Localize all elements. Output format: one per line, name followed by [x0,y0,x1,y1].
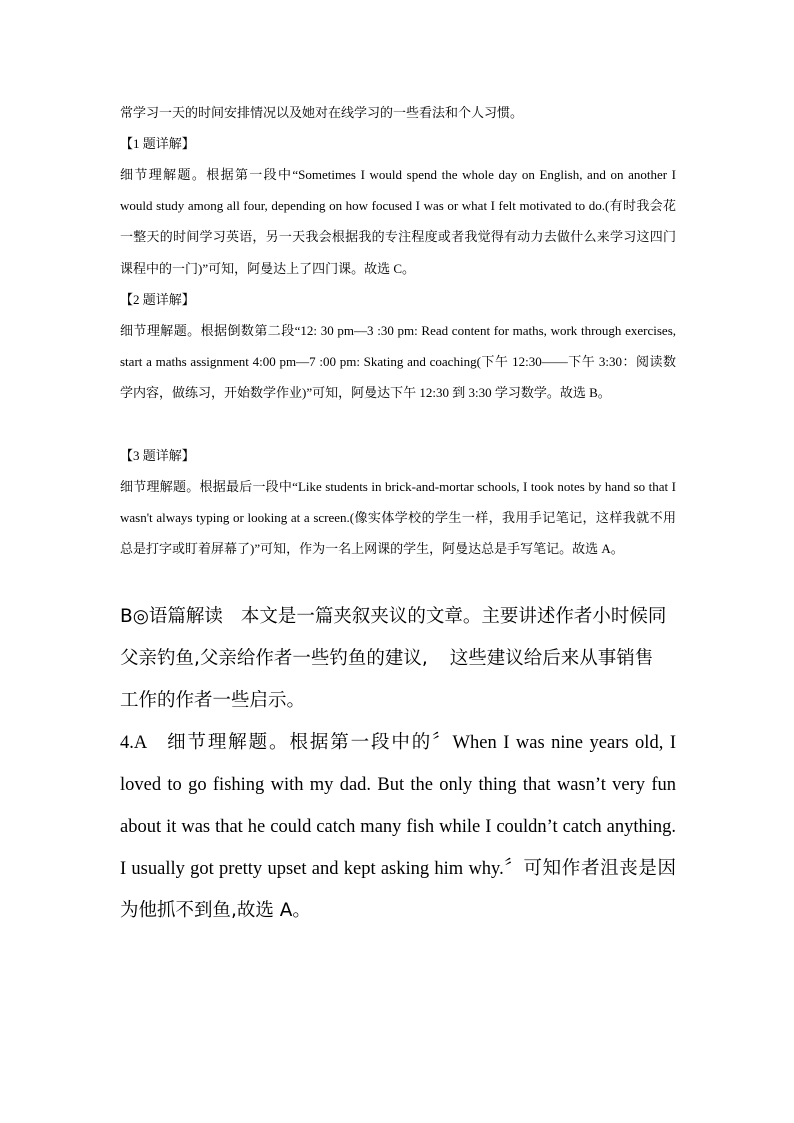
q4-explanation [120,722,676,932]
q4-quote: 〞When I was nine years old, I loved to go fishing with my dad. But the only thing that wasn’t very fun about it was that he could catch many fish while I couldn’t catch anything. I usually got pretty upset and kept asking him why.〞 [120,733,676,879]
passage-b-summary [120,596,676,722]
q4-number: 4.A [120,733,148,753]
passage-b-summary-line3: 工作的作者一些启示。 [120,690,306,711]
passage-b-label: B◎语篇解读 [120,606,223,627]
q4-type: 细节理解题。根据第一段中的 [165,732,433,753]
q4-conclusion-b: 者沮丧是因为他抓不到鱼,故选 A。 [120,858,676,921]
passage-b-summary-line1: 本文是一篇夹叙夹议的文章。主要讲述作者小时候同 [240,606,667,627]
q3-heading: 【3 题详解】 [120,448,195,463]
q2-explanation: 细节理解题。根据倒数第二段“12: 30 pm—3 :30 pm: Read content for maths, work through exercises, start a maths assignment 4:00 pm—7 :00 pm: Skating and coaching(下午 12:30——下午 3:30：阅读数学内容，做练习，开始数学作业)”可知，阿曼达下午 12:30 到 3:30 学习数学。故选 B。 [120,323,676,401]
intro-tail: 常学习一天的时间安排情况以及她对在线学习的一些看法和个人习惯。 [120,105,524,120]
passage-b-summary-line2b: 这些建议给后来从事销售 [449,648,654,669]
q2-heading: 【2 题详解】 [120,292,195,307]
q1-explanation: 细节理解题。根据第一段中“Sometimes I would spend the whole day on English, and on another I would study among all four, depending on how focused I was or what I felt motivated to do.(有时我会花一整天的时间学习英语，另一天我会根据我的专注程度或者我觉得有动力去做什么来学习这四门课程中的一门)”可知，阿曼达上了四门课。故选 C。 [120,167,676,276]
passage-b-summary-line2a: 父亲钓鱼,父亲给作者一些钓鱼的建议, [120,648,428,669]
q4-conclusion-a: 可知作 [523,858,581,879]
q1-heading: 【1 题详解】 [120,136,195,151]
q3-explanation: 细节理解题。根据最后一段中“Like students in brick-and-mortar schools, I took notes by hand so that I wasn't always typing or looking at a screen.(像实体学校的学生一样，我用手记笔记，这样我就不用总是打字或盯着屏幕了)”可知，作为一名上网课的学生，阿曼达总是手写笔记。故选 A。 [120,479,676,557]
